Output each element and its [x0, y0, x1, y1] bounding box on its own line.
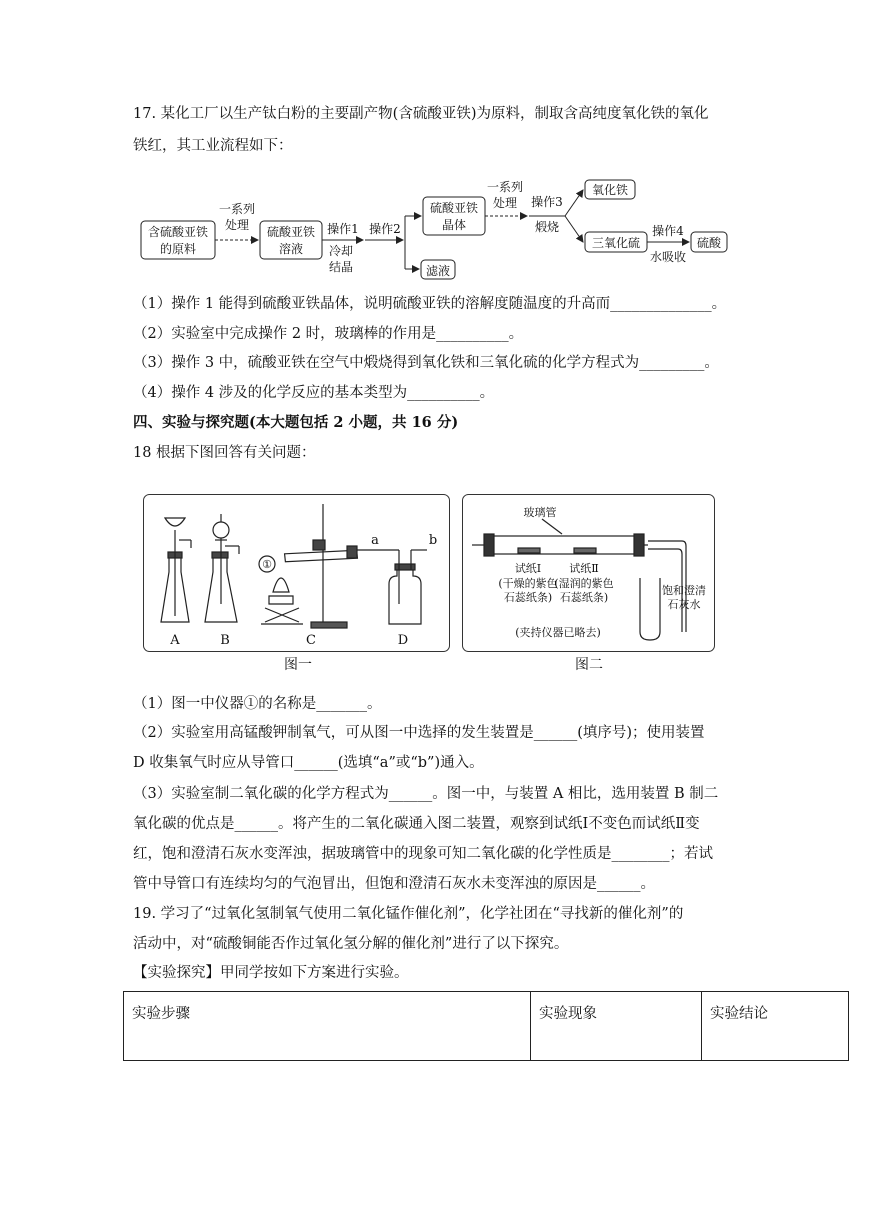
fig1-caption: 图一 — [284, 657, 312, 673]
fig1-label-a: A — [170, 633, 180, 648]
flow-raw-1: 含硫酸亚铁 — [147, 225, 209, 239]
fig1-tube-a: a — [371, 533, 379, 548]
fig2-paper2: 试纸Ⅱ — [569, 562, 599, 575]
figure-2-apparatus — [462, 494, 715, 652]
fig1-label-c: C — [306, 633, 316, 648]
q18-sub2b: D 收集氧气时应从导管口______(选填“a”或“b”)通入。 — [133, 755, 484, 771]
q18-intro: 18 根据下图回答有关问题： — [133, 445, 316, 461]
flow-op1: 操作1 — [327, 222, 359, 236]
test-paper-2 — [574, 548, 596, 553]
glass-tube — [492, 536, 636, 554]
flow-calcine: 煅烧 — [534, 220, 560, 234]
flow-acid: 硫酸 — [696, 236, 722, 250]
fig2-paper1-note2: 石蕊纸条) — [503, 591, 553, 604]
header-conclusion: 实验结论 — [702, 992, 849, 1061]
fig2-note: (夹持仪器已略去) — [515, 626, 601, 639]
q17-sub1: （1）操作 1 能得到硫酸亚铁晶体，说明硫酸亚铁的溶解度随温度的升高而______________。 — [133, 296, 727, 312]
fig1-circle-label: ① — [262, 558, 272, 571]
flow-op4: 操作4 — [652, 224, 684, 238]
figure-1-apparatus — [143, 494, 450, 652]
fig2-paper1: 试纸Ⅰ — [514, 562, 542, 575]
test-paper-1 — [518, 548, 540, 553]
fig2-tube-label: 玻璃管 — [523, 506, 557, 519]
fig2-limewater-1: 饱和澄清 — [662, 584, 706, 597]
flow-cool-1: 冷却 — [328, 244, 354, 258]
fig2-paper2-note1: (湿润的紫色 — [554, 577, 614, 590]
q18-sub2a: （2）实验室用高锰酸钾制氧气，可从图一中选择的发生装置是______(填序号)；使用装置 — [133, 725, 705, 741]
fig2-paper2-note2: 石蕊纸条) — [559, 591, 609, 604]
flow-step1-1: 一系列 — [218, 202, 256, 216]
q18-sub3d: 管中导管口有连续均匀的气泡冒出，但饱和澄清石灰水未变浑浊的原因是______。 — [133, 876, 655, 892]
bottle-d — [389, 568, 421, 624]
header-steps: 实验步骤 — [124, 992, 531, 1061]
fig2-caption: 图二 — [575, 657, 603, 673]
q18-sub3c: 红，饱和澄清石灰水变浑浊，据玻璃管中的现象可知二氧化碳的化学性质是________；若试 — [133, 846, 713, 862]
header-phenomena: 实验现象 — [531, 992, 702, 1061]
flow-step2-1: 一系列 — [486, 180, 524, 194]
q19-probe: 【实验探究】甲同学按如下方案进行实验。 — [133, 965, 409, 981]
flow-crystal-2: 晶体 — [441, 218, 467, 232]
flow-step2-2: 处理 — [492, 196, 518, 210]
q18-sub3a: （3）实验室制二氧化碳的化学方程式为______。图一中，与装置 A 相比，选用装置 B 制二 — [133, 786, 719, 802]
fig1-tube-b: b — [428, 533, 438, 548]
fig2-paper1-note1: (干燥的紫色 — [498, 577, 558, 590]
q17-line1: 17. 某化工厂以生产钛白粉的主要副产物(含硫酸亚铁)为原料，制取含高纯度氧化铁的氧化 — [133, 106, 709, 122]
q17-line2: 铁红，其工业流程如下： — [133, 138, 293, 154]
process-flow-diagram — [133, 173, 733, 283]
flow-raw-2: 的原料 — [159, 242, 197, 256]
q18-sub3b: 氧化碳的优点是______。将产生的二氧化碳通入图二装置，观察到试纸Ⅰ不变色而试纸Ⅱ变 — [133, 816, 700, 832]
q17-sub2: （2）实验室中完成操作 2 时，玻璃棒的作用是__________。 — [133, 326, 524, 342]
q19-line1: 19. 学习了“过氧化氢制氧气使用二氧化锰作催化剂”，化学社团在“寻找新的催化剂”的 — [133, 906, 684, 922]
flow-solution-2: 溶液 — [278, 242, 304, 256]
q17-sub4: （4）操作 4 涉及的化学反应的基本类型为__________。 — [133, 385, 495, 401]
flow-iron-oxide: 氧化铁 — [591, 183, 629, 197]
fig1-label-b: B — [220, 633, 230, 648]
q17-sub3: （3）操作 3 中，硫酸亚铁在空气中煅烧得到氧化铁和三氧化硫的化学方程式为_________。 — [133, 355, 719, 371]
experiment-table — [123, 991, 849, 1061]
flow-absorb: 水吸收 — [649, 250, 687, 264]
flow-op2: 操作2 — [369, 222, 401, 236]
flow-cool-2: 结晶 — [328, 260, 354, 274]
flow-so3: 三氧化硫 — [591, 236, 641, 250]
flow-solution-1: 硫酸亚铁 — [266, 225, 316, 239]
fig1-label-d: D — [397, 633, 409, 648]
q19-line2: 活动中，对“硫酸铜能否作过氧化氢分解的催化剂”进行了以下探究。 — [133, 936, 569, 952]
flow-filtrate: 滤液 — [425, 264, 451, 278]
test-tube — [640, 578, 660, 640]
fig2-limewater-2: 石灰水 — [667, 598, 701, 611]
table-header-row — [124, 992, 849, 1061]
q18-sub1: （1）图一中仪器①的名称是_______。 — [133, 696, 382, 712]
flow-step1-2: 处理 — [224, 218, 250, 232]
flow-crystal-1: 硫酸亚铁 — [429, 201, 479, 215]
flow-op3: 操作3 — [531, 195, 563, 209]
section-heading: 四、实验与探究题(本大题包括 2 小题，共 16 分) — [133, 414, 459, 431]
